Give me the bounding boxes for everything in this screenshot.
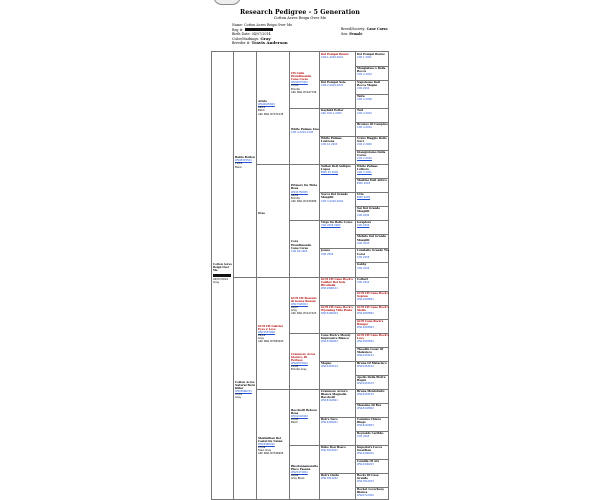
pedigree-entry-gen5[interactable] [357,446,389,455]
page-subtitle: Cotton Acres Reign Over Me [273,16,327,20]
dog-name[interactable]: Kayfield Potter [321,109,344,113]
pedigree-entry-gen5[interactable] [357,390,389,396]
dog-date: 07/08 [291,418,299,422]
pedigree-entry-gen4[interactable] [321,362,355,368]
pedigree-entry-gen5[interactable] [357,123,389,129]
dog-date: 10/08 [291,365,299,369]
dog-name[interactable]: Virgo De Bello Corso [321,221,353,225]
pedigree-entry-gen5[interactable] [357,81,389,90]
dog-info-left [232,23,292,46]
subject-color: Gray [213,280,220,284]
dog-reg[interactable]: CCR 2002 [357,87,370,91]
dog-reg[interactable]: CCR 3 2001 [357,171,372,175]
dog-name[interactable]: GCH CH Gabriel Eyes 2 Love [258,324,283,331]
pedigree-entry-gen4[interactable] [321,193,355,202]
dog-name[interactable]: Sultan Dell Antique Lupoz [321,165,351,172]
pedigree-entry-gen5[interactable] [357,418,389,427]
dog-reg[interactable]: WS10453103 [357,381,374,385]
dog-reg[interactable]: WS13296404 [321,311,338,315]
dog-reg[interactable]: WS13309904 [321,339,338,343]
dog-reg[interactable]: WS40625603 [258,103,275,107]
pedigree-entry-gen5[interactable] [357,432,389,438]
dog-name[interactable]: Bruna Of Malavisco [357,361,387,365]
dog-reg[interactable]: WS11893804 [357,339,374,343]
name-label: Name: [232,23,244,27]
dog-reg[interactable]: CCR 2005 [357,434,370,438]
dog-reg[interactable]: CCR 3-2016-2002 [321,199,344,203]
dog-name[interactable]: Primero De Tinta Rosa [291,184,318,191]
pedigree-entry-gen5[interactable] [357,165,389,174]
dog-reg[interactable]: CCR 2004 [357,224,370,228]
dog-reg[interactable]: CCR 4-2001 [357,126,372,130]
color-label: Color/Markings: [232,36,260,41]
dog-name[interactable]: Mefisto Del Grande Muspilli [357,235,387,242]
dog-name[interactable]: Del Pompei Sole [321,81,346,85]
dog-reg[interactable]: CCR 2-2001 [357,157,372,161]
dog-reg[interactable]: CCR 2-2001 [357,73,372,77]
dog-name[interactable]: Aristo [258,100,268,104]
page-title: Research Pedigree - 5 Generation [239,9,361,16]
pedigree-entry-gen5[interactable] [357,207,389,216]
dog-name[interactable]: Cranmore Acres's Bianca Magnolia Bacchelli [321,389,348,399]
pedigree-entry-gen5[interactable] [357,95,389,101]
pedigree-entry-gen5[interactable] [357,179,389,185]
pedigree-entry-gen5[interactable] [357,334,389,343]
pedigree-entry-gen1[interactable] [235,156,255,168]
pedigree-entry-gen3[interactable] [291,72,319,94]
dog-name[interactable]: Cranmore Acres Glenroy Di Pertuso [291,352,316,362]
pedigree-entry-gen3[interactable] [291,128,319,134]
dog-reg[interactable]: CCR 2006 0082 [321,224,341,228]
pedigree-entry-gen2[interactable] [258,100,288,115]
dog-reg[interactable]: WS10453105 [357,392,374,396]
pedigree-entry-gen4[interactable] [321,165,355,174]
pedigree-entry-gen5[interactable] [357,292,389,301]
dog-reg[interactable]: WS48315501 [235,159,252,163]
dog-reg[interactable]: CCR 2004 [357,266,370,270]
dog-color: Black [235,165,242,169]
dog-name[interactable]: Bruna Montebello [357,389,385,393]
dog-reg[interactable]: WS11893802 [357,311,374,315]
dog-reg[interactable]: WS21567008 [258,330,275,334]
subject-name[interactable]: Cotton Acres Reign Over Me [213,263,232,273]
dog-reg[interactable]: WS20712302 [357,494,374,498]
pedigree-entry-gen3[interactable] [291,297,319,316]
pedigree-entry-gen4[interactable] [321,446,355,452]
dog-name[interactable]: Lumbello Grande Tra Corsi [357,249,389,256]
dog-name[interactable]: Utta [357,193,364,197]
name-value: Cotton Acres Reign Over Me [244,23,293,27]
pedigree-entry-gen3[interactable] [291,184,319,203]
dog-color: Gray [291,308,297,312]
dog-extra: AKC DNA #V571045 [258,112,284,116]
pedigree-entry-gen3[interactable] [291,240,319,252]
dog-date: 05/08 [291,474,299,478]
pedigree-entry-gen5[interactable] [357,263,389,269]
dog-reg[interactable]: AKC CCR 1-2003 [321,112,342,116]
pedigree-entry-gen4[interactable] [321,418,355,424]
dog-date: 11/16 [235,162,243,166]
dog-name[interactable]: Baldo Rotten [235,156,255,160]
dog-extra: AKC DNA #V417423 [291,312,317,316]
dog-reg[interactable]: WS11893801 [357,297,374,301]
dog-reg[interactable]: WS30756005 [291,190,308,194]
dog-reg[interactable]: WS14406201 [321,420,338,424]
dog-name[interactable]: Cora Prendimonde Cane Corso [291,240,312,250]
dog-reg[interactable]: CCR 2-2000 [357,98,372,102]
dog-name[interactable]: White Palmas Luthoro [357,165,378,172]
dog-reg[interactable]: CCR 2004 [357,280,370,284]
dog-name[interactable]: Bob's Linda [321,473,339,477]
pedigree-entry-gen5[interactable] [357,53,389,59]
dog-reg[interactable]: WS30637401 [291,81,308,85]
dog-date: 05/10 [258,333,266,337]
dog-color: Gray Black [291,477,305,481]
dog-name[interactable]: Imperial's Lucca Guardian [357,445,383,452]
pedigree-entry-gen5[interactable] [357,404,389,410]
dog-name[interactable]: Cane Rock's Merely Impressive Bianca [321,333,351,340]
dog-reg[interactable]: WS25471901 [291,471,308,475]
dog-name[interactable]: Napoleone Dell Rocca Magno [357,81,381,88]
dog-reg[interactable]: WS17813203 [357,480,374,484]
dog-reg[interactable]: WS14406202 [357,452,374,456]
dog-extra: AKC DNA #V430489 [291,199,317,203]
dog-name[interactable]: Maximilian Del Castel De Natan [258,436,283,443]
dog-reg[interactable]: CCR 04-2005 [291,249,308,253]
dog-color: Brindle [291,196,300,200]
pedigree-entry-gen5[interactable] [357,67,389,76]
dog-reg[interactable]: ENCI 2003 [357,196,371,200]
pedigree-entry-gen5[interactable] [357,137,389,146]
dog-name[interactable]: Orso [258,212,266,216]
pedigree-entry-gen3[interactable] [291,353,319,372]
column-divider [289,52,290,499]
pedigree-entry-gen4[interactable] [321,390,355,402]
pedigree-entry-gen4[interactable] [321,474,355,480]
dog-date: 07/09 [291,84,299,88]
pedigree-entry-gen2[interactable] [258,437,288,456]
dog-reg[interactable]: WS18102802 [357,406,374,410]
dog-reg[interactable]: CCR 10 2003 [321,143,338,147]
dog-name[interactable]: Reynolds Caribbo [357,431,384,435]
dog-reg[interactable]: WS17813202 [321,477,338,481]
birth-label: Birth Date: [232,32,251,37]
pedigree-entry-gen4[interactable] [321,334,355,343]
redacted-reg [245,28,273,31]
color-value: Gray [260,35,271,41]
pedigree-entry-gen4[interactable] [321,137,355,146]
dog-reg[interactable]: WS10453104 [321,364,338,368]
dog-name[interactable]: Camilla Of Arx [357,459,379,463]
pedigree-entry-gen4[interactable] [321,53,355,59]
breed-value: Cane Corso [366,27,388,31]
dog-date: 07/09 [258,446,266,450]
breed-label: Breed/Society: [341,27,366,31]
dog-name[interactable]: Duke Don Bosco [321,445,346,449]
dog-name[interactable]: GCH CH Cane Rock's Wyoming Villa Ponte [321,305,353,312]
dog-name[interactable]: Del Pompei Bonus [321,53,349,56]
reg-label: Reg #: [232,27,244,32]
pedigree-entry-gen5[interactable] [357,278,389,284]
dog-name[interactable]: Jonna [321,249,330,253]
sex-label: Sex: [341,31,349,36]
dog-reg[interactable]: CCR 2004 [321,252,334,256]
pedigree-entry-gen5[interactable] [357,460,389,466]
pedigree-entry-gen4[interactable] [321,249,355,255]
pedigree-entry-gen5[interactable] [357,306,389,315]
dog-reg[interactable]: WS14406203 [357,463,374,466]
dog-name[interactable]: Massimo Di Rex [357,403,382,407]
column-divider [256,52,257,499]
pedigree-entry-gen4[interactable] [321,81,355,87]
dog-reg[interactable]: ENCI 05 2004 [321,171,339,175]
logo-icon [213,0,241,5]
dog-date: 07/01 [235,393,243,397]
dog-extra: AKC DNA #V447799 [291,90,317,94]
dog-name[interactable]: Sar Del Grande Muspilli [357,207,381,214]
dog-reg[interactable]: CCR-1-2004-0021 [321,56,344,60]
breeder-label: Breeder #: [232,41,251,46]
dog-name[interactable]: Giangrolamo Della Corea [357,151,386,158]
pedigree-entry-gen2[interactable] [258,212,288,215]
dog-reg[interactable]: CCR-2-2004-0022 [321,84,344,88]
pedigree-entry-gen5[interactable] [357,235,389,244]
dog-reg[interactable]: CCR 2 2000 [357,143,372,147]
pedigree-entry-gen4[interactable] [321,109,355,115]
pedigree-entry-gen5[interactable] [357,193,389,199]
dog-reg[interactable]: WS18102803 [357,424,374,427]
pedigree-entry-gen5[interactable] [357,320,389,329]
dog-reg[interactable]: WS17926001 [291,302,308,306]
dog-name[interactable]: Norca Del Grande Muspilli [321,193,348,200]
pedigree-entry-gen4[interactable] [321,221,355,227]
dog-reg[interactable]: WS10453102 [357,364,374,368]
dog-reg[interactable]: WS11893803 [357,325,374,329]
sex-value: Female [349,31,363,36]
dog-name[interactable]: Taira [357,95,365,99]
dog-color: Gray [258,337,264,340]
subject-dog[interactable] [213,263,232,284]
redacted-reg [213,274,231,277]
dog-reg[interactable]: WS26975001 [291,361,308,365]
dog-name[interactable]: Del Pompei Bonus [357,53,385,56]
dog-name[interactable]: Carmina Chiara Rings [357,417,381,424]
dog-reg[interactable]: WS24982202 [258,443,275,447]
dog-name[interactable]: CH Calle Prendimonde Cane Corso [291,72,312,82]
dog-name[interactable]: Apollo Della Pietra Ragni [357,375,386,382]
dog-reg[interactable]: ENCI 2003 [357,182,371,186]
dog-extra: AKC DNA #V546905 [258,452,284,456]
dog-name[interactable]: Gabby [357,263,367,267]
dog-reg[interactable]: WS18102801 [321,399,338,403]
dog-name[interactable]: White Palmas Lisa [291,128,319,132]
dog-reg[interactable]: WS17813201 [321,448,338,452]
pedigree-entry-gen5[interactable] [357,474,389,483]
dog-date: 06/10 [258,106,266,110]
dog-name[interactable]: Bob's Nero [321,417,338,421]
dog-info-right [341,27,388,36]
dog-name[interactable]: Ursus Maggio Delle Nevi [357,137,387,144]
dog-color: Brindle [291,87,300,91]
column-divider [319,52,320,499]
pedigree-entry-gen5[interactable] [357,488,389,497]
dog-color: Fawn Gray [258,449,272,453]
dog-name[interactable]: Theodin Cesar Of Malavisco [357,347,384,354]
dog-reg[interactable]: CCR 4-2019-1228 [291,131,314,135]
dog-name[interactable]: GCH CH Cane Rock's Stella [357,305,389,312]
dog-name[interactable]: Turi [357,109,364,113]
dog-name[interactable]: Ieraptera [357,221,372,225]
dog-name[interactable]: GCH Cane Rock's Ranger [357,319,384,326]
pedigree-tree [211,51,389,500]
dog-name[interactable]: White Palmas Lustrous [321,137,342,144]
pedigree-entry-gen5[interactable] [357,376,389,385]
pedigree-entry-gen5[interactable] [357,362,389,368]
dog-name[interactable]: GCH CH Cane Rock's Lucy [357,333,389,340]
dog-name[interactable]: Brontes Of Campino [357,123,388,127]
dog-color: Gray [235,396,241,400]
dog-name[interactable]: Magno [321,361,332,365]
pedigree-entry-gen2[interactable] [258,325,288,344]
dog-name[interactable]: Mangiafuoco Della Rocca [357,67,386,74]
dog-color: Black [291,421,298,425]
dog-reg[interactable]: CCR 2003 [357,241,370,245]
dog-name[interactable]: Bacchelli Rebora Rosa [291,408,317,415]
dog-name[interactable]: GCH CH Bossuto di Genoa Bonsai [291,296,317,303]
dog-name[interactable]: Colbert [357,277,369,281]
dog-name[interactable]: GCH CH Cane Rock's Caliber Del Sole Rivoltella [321,277,353,287]
dog-name[interactable]: Cotton Acres Natural Born Killer [235,380,255,390]
dog-date: 04/09 [291,193,299,197]
dog-name[interactable]: Rocket Loverbouy Bianca [357,487,384,495]
dog-name[interactable]: Rhodonnamaralla Pisco Fasana [291,464,318,472]
dog-reg[interactable]: WS10453101 [357,353,374,357]
pedigree-entry-gen5[interactable] [357,221,389,227]
dog-reg[interactable]: WS11896101 [321,286,338,290]
dog-name[interactable]: Rocky Di Casa Grande [357,473,379,481]
subject-date: 04/07/2014 [213,277,228,281]
dog-reg[interactable]: CCR 1 2001 [357,56,372,60]
pedigree-entry-gen5[interactable] [357,109,389,115]
pedigree-entry-gen1[interactable] [235,381,255,400]
pedigree-entry-gen4[interactable] [321,306,355,315]
dog-date: 03/07 [291,305,299,309]
birth-value: 04/07/2014 [251,32,271,37]
pedigree-entry-gen5[interactable] [357,348,389,357]
dog-color: Black [258,109,265,113]
column-divider [355,52,356,499]
pedigree-entry-gen3[interactable] [291,465,319,480]
dog-reg[interactable]: CCR 3-2001 [357,112,372,116]
dog-reg[interactable]: WS43866701 [235,390,252,394]
dog-name[interactable]: Mastino Dell Antico [357,179,387,183]
dog-color: Brindle Gray [291,368,307,372]
dog-reg[interactable]: WS31002402 [291,415,308,418]
pedigree-entry-gen4[interactable] [321,278,355,290]
pedigree-entry-gen3[interactable] [291,409,319,424]
dog-name[interactable]: GCH CH Cane Rock's Sopran [357,291,389,298]
pedigree-entry-gen5[interactable] [357,151,389,160]
pedigree-entry-gen5[interactable] [357,249,389,258]
dog-reg[interactable]: CCR 2005 [357,255,370,259]
breeder-value: Travis Anderson [251,40,288,46]
dog-extra: AKC DNA #V584493 [258,340,284,344]
column-divider [233,52,234,499]
dog-reg[interactable]: CCR 2002 [357,213,370,217]
